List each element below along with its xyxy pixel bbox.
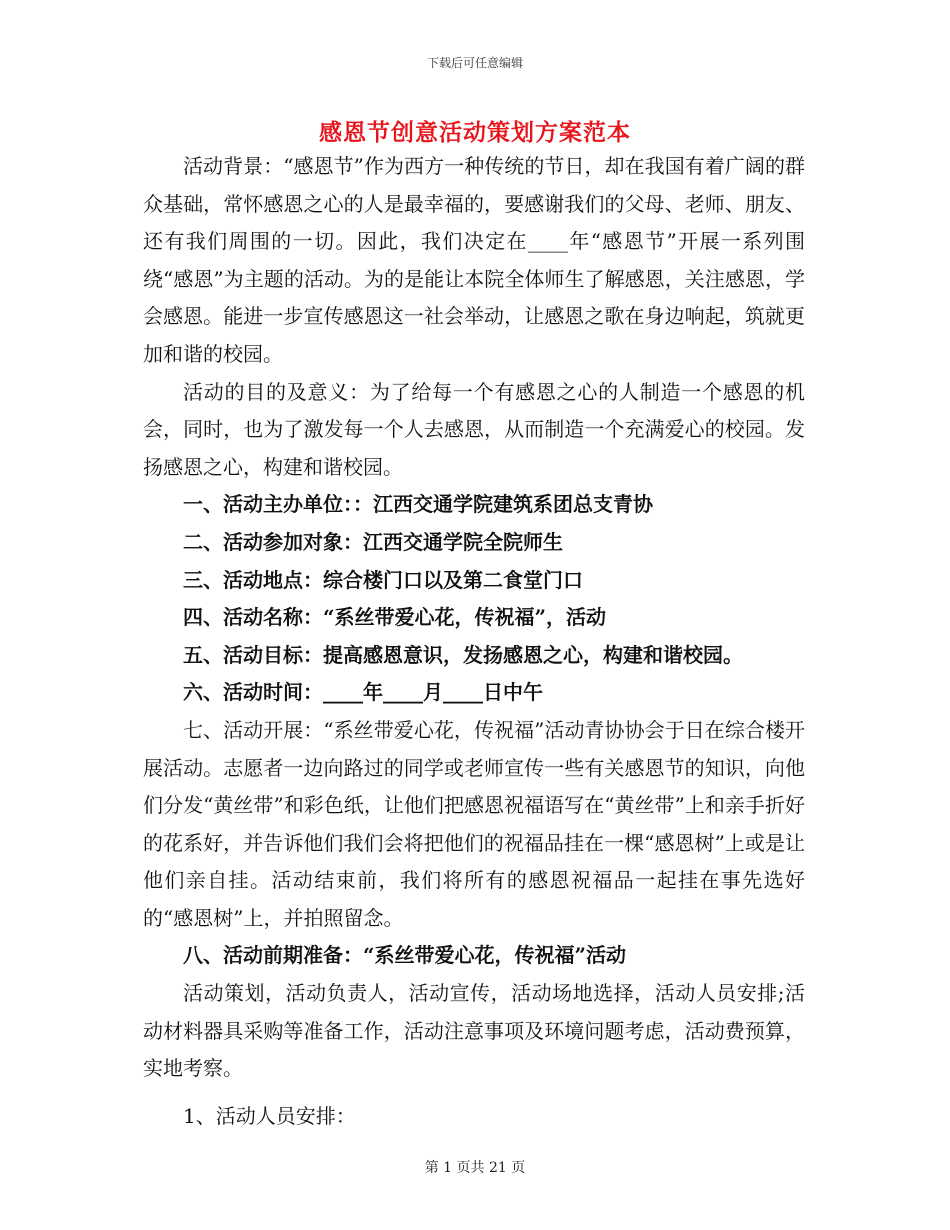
page-footer: 第 1 页共 21 页 [424,1160,526,1176]
item-staff-arrangement: 1、活动人员安排： [183,1103,356,1128]
item-organizer: 一、活动主办单位：：江西交通学院建筑系团总支青协 [183,492,653,517]
document-title: 感恩节创意活动策划方案范本 [319,119,631,146]
paragraph-purpose: 活动的目的及意义：为了给每一个有感恩之心的人制造一个感恩的机会，同时，也为了激发每一个人去感恩，从而制造一个充满爱心的校园。发扬感恩之心，构建和谐校园。 [143,379,805,479]
item-activity-name: 四、活动名称：“系丝带爱心花，传祝福”，活动 [183,605,607,630]
document-body [143,148,805,1135]
paragraph-background: 活动背景：“感恩节”作为西方一种传统的节日，却在我国有着广阔的群众基础，常怀感恩之心的人是最幸福的，要感谢我们的父母、老师、朋友、还有我们周围的一切。因此，我们决定在____年“感恩节”开展一系列围绕“感恩”为主题的活动。为的是能让本院全体师生了解感恩，关注感恩，学会感恩。能进一步宣传感恩这一社会举动，让感恩之歌在身边响起，筑就更加和谐的校园。 [143,154,805,366]
item-time: 六、活动时间：____年____月____日中午 [183,680,543,705]
item-participants: 二、活动参加对象：江西交通学院全院师生 [183,529,563,554]
item-location: 三、活动地点：综合楼门口以及第二食堂门口 [183,567,583,592]
page-header: 下载后可任意编辑 [426,56,523,70]
item-preparation: 八、活动前期准备：“系丝带爱心花，传祝福”活动 [183,943,627,968]
item-activity-process: 七、活动开展：“系丝带爱心花，传祝福”活动青协协会于日在综合楼开展活动。志愿者一边向路过的同学或老师宣传一些有关感恩节的知识，向他们分发“黄丝带”和彩色纸，让他们把感恩祝福语写在“黄丝带”上和亲手折好的花系好，并告诉他们我们会将把他们的祝福品挂在一棵“感恩树”上或是让他们亲自挂。活动结束前，我们将所有的感恩祝福品一起挂在事先选好的“感恩树”上，并拍照留念。 [143,717,805,930]
paragraph-preparation-details: 活动策划，活动负责人，活动宣传，活动场地选择，活动人员安排;活动材料器具采购等准备工作，活动注意事项及环境问题考虑，活动费预算，实地考察。 [143,981,805,1081]
item-goal: 五、活动目标：提高感恩意识，发扬感恩之心，构建和谐校园。 [183,642,743,667]
